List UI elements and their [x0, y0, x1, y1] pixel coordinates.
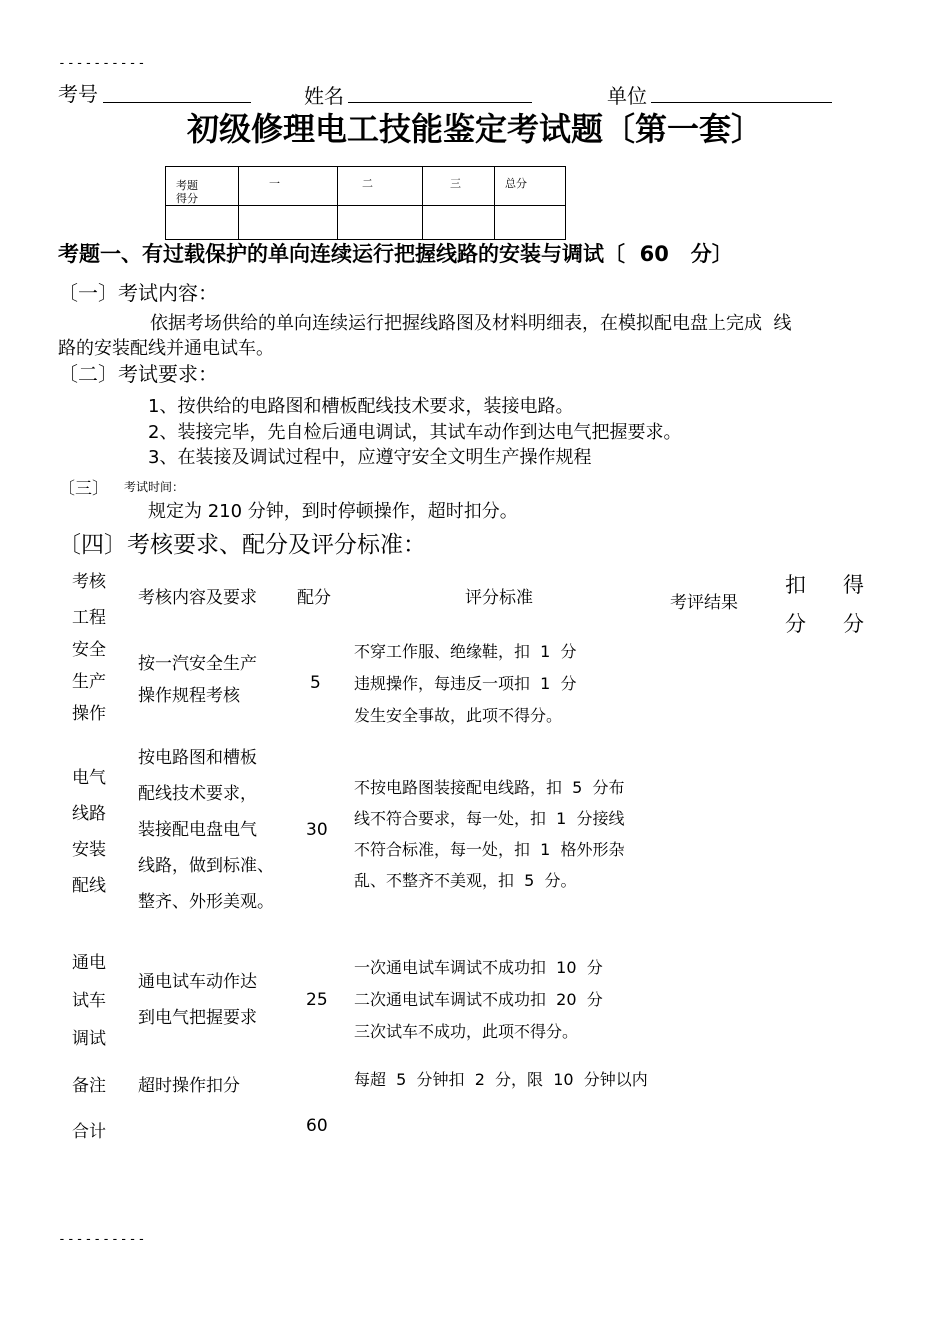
score-cell-3[interactable]	[423, 206, 495, 240]
section-3-text: 规定为 210 分钟，到时停顿操作，超时扣分。	[148, 501, 518, 522]
row3-item-line1: 通电	[72, 953, 106, 973]
score-row-label	[166, 167, 239, 206]
header-score-line2: 分	[843, 612, 864, 636]
exam-number-field[interactable]	[103, 102, 251, 103]
header-item-line1: 考核	[72, 572, 106, 592]
row4-item: 备注	[72, 1076, 106, 1096]
row2-criteria-line3: 不符合标准，每一处，扣 1 格外形杂	[354, 840, 625, 859]
section-1-heading: 〔一〕考试内容：	[58, 281, 218, 305]
row1-criteria-line2: 违规操作，每违反一项扣 1 分	[354, 674, 577, 693]
row3-content-line2: 到电气把握要求	[138, 1008, 257, 1028]
header-content: 考核内容及要求	[138, 588, 257, 608]
row4-content: 超时操作扣分	[138, 1076, 240, 1096]
bottom-dash-line: ----------	[58, 1232, 147, 1247]
row2-item	[72, 760, 106, 904]
score-blank-label	[166, 206, 239, 240]
row1-item-line1: 安全	[72, 640, 106, 660]
header-criteria: 评分标准	[465, 588, 533, 608]
row3-criteria	[354, 952, 664, 1048]
row2-content-line4: 线路，做到标准、	[138, 856, 274, 876]
row3-item-line2: 试车	[72, 991, 106, 1011]
unit-label: 单位	[607, 84, 647, 108]
score-col-2: 二	[338, 167, 423, 206]
row1-points: 5	[310, 673, 321, 693]
requirement-1: 1、按供给的电路图和槽板配线技术要求，装接电路。	[148, 396, 574, 417]
section-4-heading: 〔四〕考核要求、配分及评分标准：	[58, 532, 426, 558]
row2-content-line3: 装接配电盘电气	[138, 820, 257, 840]
score-cell-2[interactable]	[338, 206, 423, 240]
row2-item-line2: 线路	[72, 804, 106, 824]
row2-content	[138, 740, 274, 920]
row5-points: 60	[306, 1116, 328, 1136]
row1-content-line1: 按一汽安全生产	[138, 654, 257, 674]
row2-content-line1: 按电路图和槽板	[138, 748, 257, 768]
page-title: 初级修理电工技能鉴定考试题〔第一套〕	[186, 110, 763, 148]
row2-item-line3: 安装	[72, 840, 106, 860]
score-table	[165, 166, 566, 240]
top-dash-line: ----------	[58, 56, 147, 71]
row3-points: 25	[306, 990, 328, 1010]
row2-content-line2: 配线技术要求，	[138, 784, 257, 804]
row2-content-line5: 整齐、外形美观。	[138, 892, 274, 912]
row3-criteria-line1: 一次通电试车调试不成功扣 10 分	[354, 958, 603, 977]
unit-field[interactable]	[651, 102, 832, 103]
exam-number-label: 考号	[58, 82, 98, 106]
header-item-line2: 工程	[72, 608, 106, 628]
row1-criteria	[354, 636, 664, 732]
score-row-label-line2: 得分	[176, 192, 198, 205]
header-deduct-line2: 分	[785, 612, 806, 636]
row3-item-line3: 调试	[72, 1029, 106, 1049]
section-3-label: 考试时间：	[124, 480, 185, 494]
section-1-text-line2: 路的安装配线并通电试车。	[58, 338, 274, 359]
header-score-line1: 得	[843, 573, 864, 597]
row3-criteria-line3: 三次试车不成功，此项不得分。	[354, 1022, 579, 1041]
header-points: 配分	[297, 588, 331, 608]
header-item	[72, 564, 106, 636]
row1-item	[72, 634, 106, 730]
requirement-3: 3、在装接及调试过程中，应遵守安全文明生产操作规程	[148, 447, 592, 468]
section-3-prefix: 〔三〕	[58, 479, 109, 499]
header-score	[843, 566, 864, 644]
score-cell-1[interactable]	[239, 206, 338, 240]
row2-points: 30	[306, 820, 328, 840]
score-col-1: 一	[239, 167, 338, 206]
name-field[interactable]	[348, 102, 532, 103]
row5-item: 合计	[72, 1122, 106, 1142]
section-1-text-line1: 依据考场供给的单向连续运行把握线路图及材料明细表，在模拟配电盘上完成 线	[150, 313, 792, 334]
header-deduct	[785, 566, 806, 644]
row3-content-line1: 通电试车动作达	[138, 972, 257, 992]
row2-criteria-line1: 不按电路图装接配电线路，扣 5 分布	[354, 778, 625, 797]
requirement-2: 2、装接完毕，先自检后通电调试，其试车动作到达电气把握要求。	[148, 422, 682, 443]
question-1-heading: 考题一、有过载保护的单向连续运行把握线路的安装与调试〔 60 分〕	[58, 242, 733, 266]
row1-item-line2: 生产	[72, 672, 106, 692]
row2-criteria	[354, 772, 664, 896]
row1-criteria-line3: 发生安全事故，此项不得分。	[354, 706, 563, 725]
score-row-label-line1: 考题	[176, 179, 198, 192]
header-result: 考评结果	[670, 593, 738, 613]
row3-content	[138, 964, 257, 1036]
row1-item-line3: 操作	[72, 704, 106, 724]
header-deduct-line1: 扣	[785, 573, 806, 597]
row1-criteria-line1: 不穿工作服、绝缘鞋，扣 1 分	[354, 642, 577, 661]
score-col-3: 三	[423, 167, 495, 206]
row2-item-line4: 配线	[72, 876, 106, 896]
row1-content	[138, 648, 257, 712]
name-label: 姓名	[304, 84, 344, 108]
row1-content-line2: 操作规程考核	[138, 686, 240, 706]
section-2-heading: 〔二〕考试要求：	[58, 362, 218, 386]
row3-criteria-line2: 二次通电试车调试不成功扣 20 分	[354, 990, 603, 1009]
row4-criteria: 每超 5 分钟扣 2 分，限 10 分钟以内	[354, 1070, 648, 1089]
score-cell-total[interactable]	[495, 206, 566, 240]
row2-criteria-line4: 乱、不整齐不美观，扣 5 分。	[354, 871, 577, 890]
row2-item-line1: 电气	[72, 768, 106, 788]
row3-item	[72, 944, 106, 1058]
score-col-total: 总分	[495, 167, 566, 206]
row2-criteria-line2: 线不符合要求，每一处，扣 1 分接线	[354, 809, 625, 828]
